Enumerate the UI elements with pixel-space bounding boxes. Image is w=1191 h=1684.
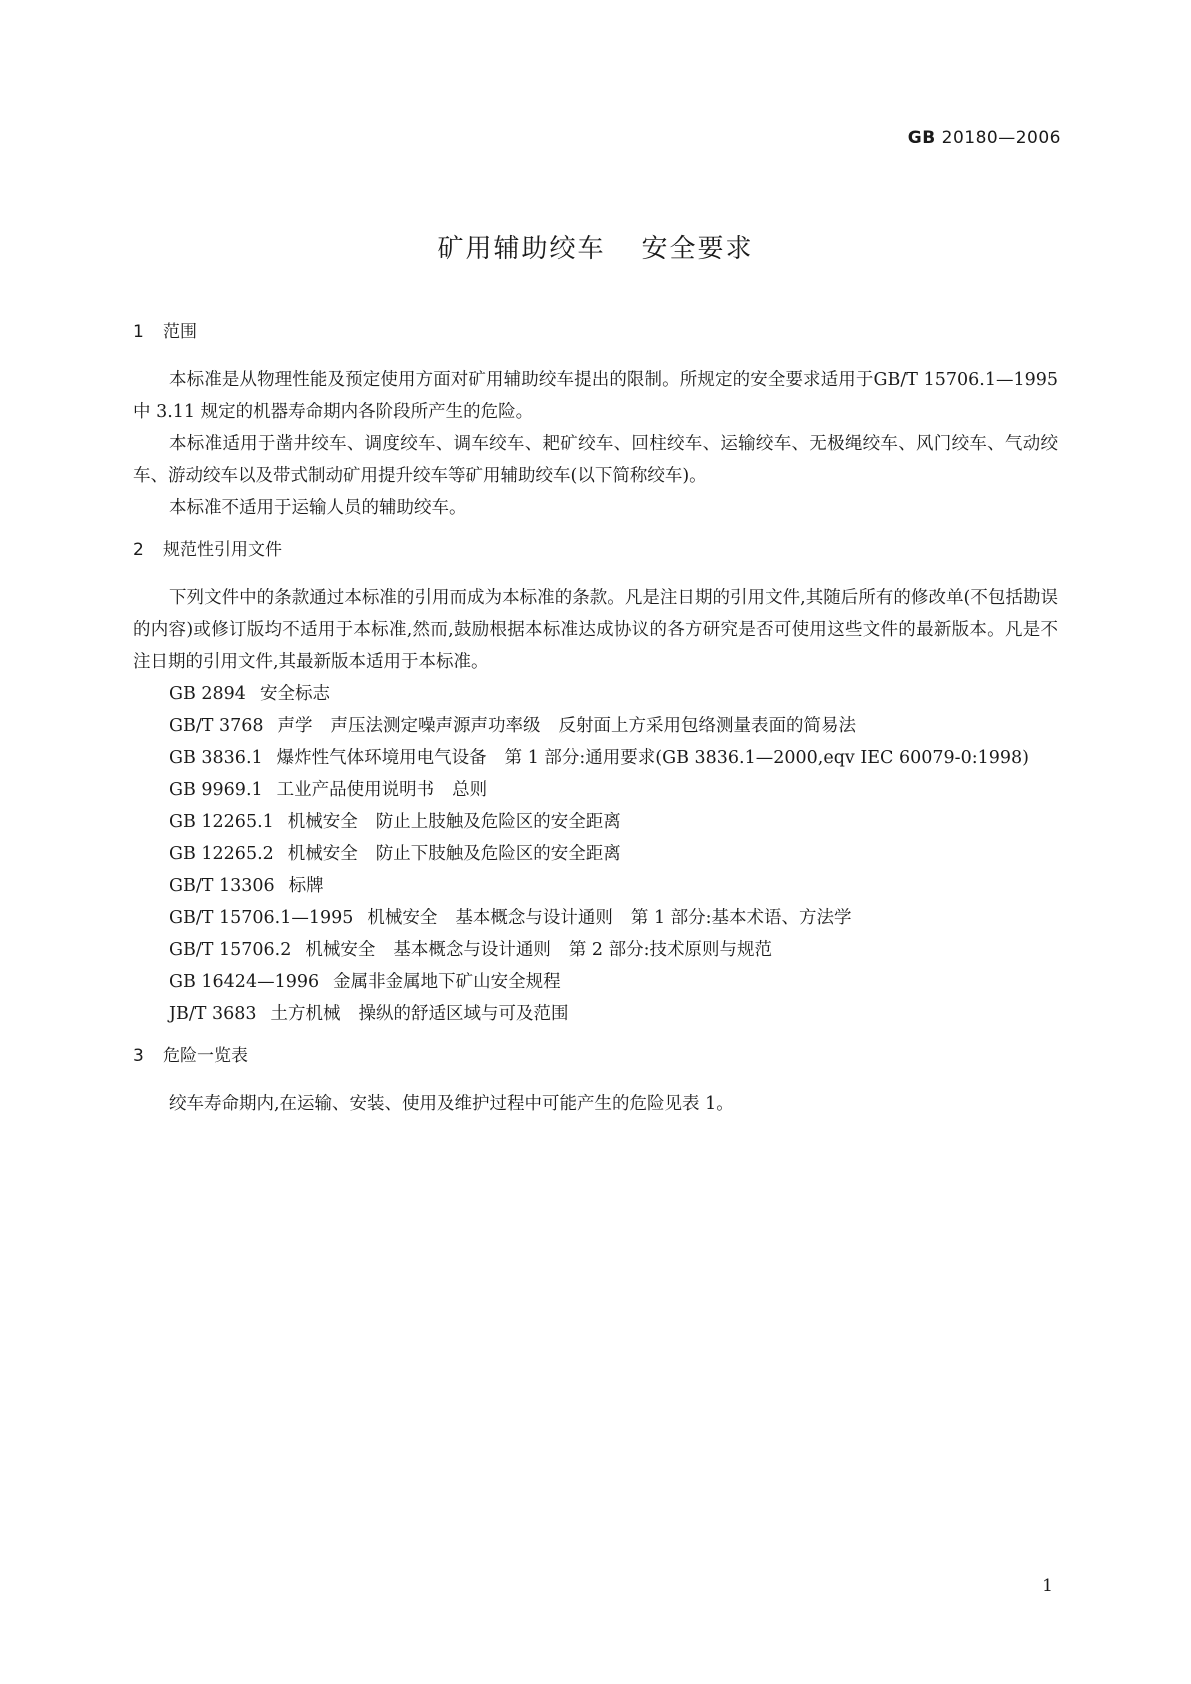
reference-code: GB 3836.1 bbox=[169, 748, 263, 768]
reference-code: GB/T 13306 bbox=[169, 876, 275, 896]
page-header bbox=[908, 128, 1061, 148]
reference-code: GB/T 15706.2 bbox=[169, 940, 292, 960]
reference-item bbox=[133, 774, 1058, 806]
section-title: 规范性引用文件 bbox=[163, 540, 282, 560]
reference-subtitle: 声压法测定噪声源声功率级 bbox=[330, 716, 541, 736]
section-scope bbox=[133, 318, 1058, 524]
section-title: 危险一览表 bbox=[163, 1046, 248, 1066]
reference-item bbox=[133, 966, 1058, 998]
section-spacer bbox=[133, 1030, 1058, 1042]
reference-title: 标牌 bbox=[288, 876, 324, 896]
section-hazard-list bbox=[133, 1042, 1058, 1120]
reference-title: 声学 bbox=[277, 716, 313, 736]
reference-title: 机械安全 bbox=[287, 844, 358, 864]
reference-code: GB 12265.1 bbox=[169, 812, 274, 832]
section-spacer bbox=[133, 524, 1058, 536]
reference-part: 第 2 部分:技术原则与规范 bbox=[568, 940, 772, 960]
section-number: 1 bbox=[133, 322, 144, 342]
reference-title: 安全标志 bbox=[259, 684, 330, 704]
reference-item bbox=[133, 998, 1058, 1030]
paragraph: 下列文件中的条款通过本标准的引用而成为本标准的条款。凡是注日期的引用文件,其随后所有的修改单(不包括勘误的内容)或修订版均不适用于本标准,然而,鼓励根据本标准达成协议的各方研究是否可使用这些文件的最新版本。凡是不注日期的引用文件,其最新版本适用于本标准。 bbox=[133, 588, 1058, 672]
reference-subtitle: 防止上肢触及危险区的安全距离 bbox=[375, 812, 621, 832]
reference-subtitle: 总则 bbox=[452, 780, 488, 800]
reference-item bbox=[133, 678, 1058, 710]
reference-item bbox=[133, 870, 1058, 902]
reference-code: GB 9969.1 bbox=[169, 780, 263, 800]
reference-subtitle: 基本概念与设计通则 bbox=[455, 908, 613, 928]
reference-title: 土方机械 bbox=[270, 1004, 341, 1024]
reference-subtitle: 防止下肢触及危险区的安全距离 bbox=[375, 844, 621, 864]
reference-item bbox=[133, 742, 1058, 774]
reference-title: 工业产品使用说明书 bbox=[276, 780, 435, 800]
title-part-2: 安全要求 bbox=[641, 234, 754, 264]
section-title: 范围 bbox=[163, 322, 197, 342]
reference-code: GB/T 15706.1—1995 bbox=[169, 908, 354, 928]
section-heading bbox=[133, 536, 1058, 564]
paragraph: 本标准是从物理性能及预定使用方面对矿用辅助绞车提出的限制。所规定的安全要求适用于GB/T 15706.1—1995 中 3.11 规定的机器寿命期内各阶段所产生的危险。 bbox=[133, 370, 1058, 422]
paragraph: 本标准适用于凿井绞车、调度绞车、调车绞车、耙矿绞车、回柱绞车、运输绞车、无极绳绞车、风门绞车、气动绞车、游动绞车以及带式制动矿用提升绞车等矿用辅助绞车(以下简称绞车)。 bbox=[133, 434, 1058, 486]
reference-item bbox=[133, 806, 1058, 838]
reference-title: 爆炸性气体环境用电气设备 bbox=[276, 748, 487, 768]
reference-code: GB/T 3768 bbox=[169, 716, 264, 736]
section-heading bbox=[133, 318, 1058, 346]
reference-title: 机械安全 bbox=[367, 908, 438, 928]
standard-code-number: 20180—2006 bbox=[941, 128, 1061, 148]
section-number: 2 bbox=[133, 540, 144, 560]
reference-code: JB/T 3683 bbox=[169, 1004, 257, 1024]
reference-code: GB 2894 bbox=[169, 684, 246, 704]
document-body bbox=[133, 318, 1058, 1120]
reference-subtitle: 基本概念与设计通则 bbox=[393, 940, 551, 960]
standard-code-prefix: GB bbox=[907, 128, 936, 148]
reference-item bbox=[133, 710, 1058, 742]
paragraph: 本标准不适用于运输人员的辅助绞车。 bbox=[169, 498, 467, 518]
document-title bbox=[0, 228, 1191, 265]
section-heading bbox=[133, 1042, 1058, 1070]
title-part-1: 矿用辅助绞车 bbox=[437, 234, 606, 264]
reference-title: 金属非金属地下矿山安全规程 bbox=[333, 972, 561, 992]
section-normative-references bbox=[133, 536, 1058, 1030]
reference-subtitle: 第 1 部分:通用要求(GB 3836.1—2000,eqv IEC 60079-0:1998) bbox=[504, 748, 1029, 768]
reference-title: 机械安全 bbox=[287, 812, 358, 832]
reference-part: 第 1 部分:基本术语、方法学 bbox=[630, 908, 852, 928]
reference-item bbox=[133, 838, 1058, 870]
reference-subtitle: 操纵的舒适区域与可及范围 bbox=[358, 1004, 569, 1024]
reference-code: GB 16424—1996 bbox=[169, 972, 320, 992]
paragraph: 绞车寿命期内,在运输、安装、使用及维护过程中可能产生的危险见表 1。 bbox=[169, 1094, 734, 1114]
reference-item bbox=[133, 902, 1058, 934]
section-number: 3 bbox=[133, 1046, 144, 1066]
page-number: 1 bbox=[1042, 1576, 1053, 1596]
reference-item bbox=[133, 934, 1058, 966]
reference-code: GB 12265.2 bbox=[169, 844, 274, 864]
reference-part: 反射面上方采用包络测量表面的简易法 bbox=[558, 716, 857, 736]
reference-title: 机械安全 bbox=[305, 940, 376, 960]
